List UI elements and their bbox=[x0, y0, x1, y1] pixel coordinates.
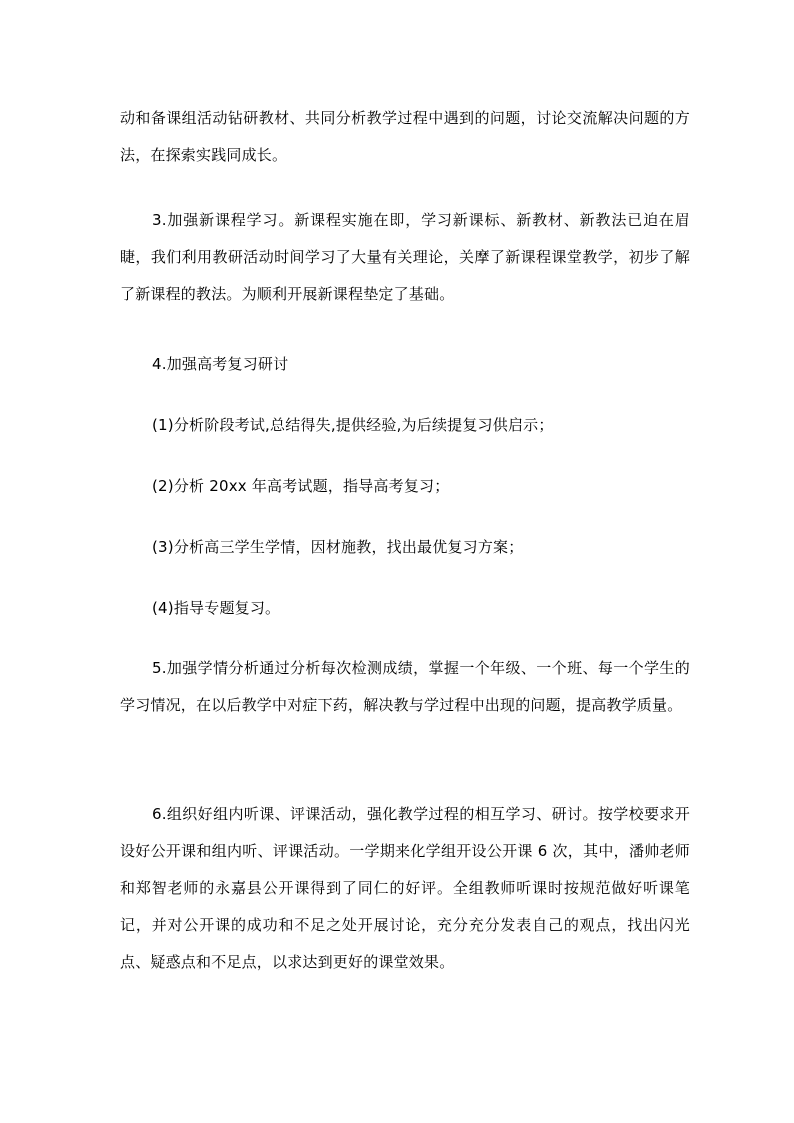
paragraph-continuation: 动和备课组活动钻研教材、共同分析教学过程中遇到的问题，讨论交流解决问题的方法，在探索实践同成长。 bbox=[120, 109, 690, 164]
paragraph-new-curriculum: 3.加强新课程学习。新课程实施在即，学习新课标、新教材、新教法已迫在眉睫，我们利用教研活动时间学习了大量有关理论，关摩了新课程课堂教学，初步了解了新课程的教法。为顺利开展新课程垫定了基础。 bbox=[120, 211, 690, 303]
paragraph-learning-analysis: 5.加强学情分析通过分析每次检测成绩，掌握一个年级、一个班、每一个学生的学习情况，在以后教学中对症下药，解决教与学过程中出现的问题，提高教学质量。 bbox=[120, 659, 690, 714]
list-item-1: (1)分析阶段考试,总结得失,提供经验,为后续提复习供启示； bbox=[152, 416, 554, 434]
list-item-2: (2)分析 20xx 年高考试题，指导高考复习； bbox=[152, 477, 450, 495]
paragraph-exam-review-heading: 4.加强高考复习研讨 bbox=[152, 355, 289, 373]
list-item-4: (4)指导专题复习。 bbox=[152, 599, 281, 617]
paragraph-lesson-observation: 6.组织好组内听课、评课活动，强化教学过程的相互学习、研讨。按学校要求开设好公开课和组内听、评课活动。一学期来化学组开设公开课 6 次，其中，潘帅老师和郑智老师的永嘉县公开课得到了同仁的好评。全组教师听课时按规范做好听课笔记，并对公开课的成功和不足之处开展讨论，充分充分发表自己的观点，找出闪光点、疑惑点和不足点，以求达到更好的课堂效果。 bbox=[120, 805, 690, 971]
list-item-3: (3)分析高三学生学情，因材施教，找出最优复习方案； bbox=[152, 538, 524, 556]
